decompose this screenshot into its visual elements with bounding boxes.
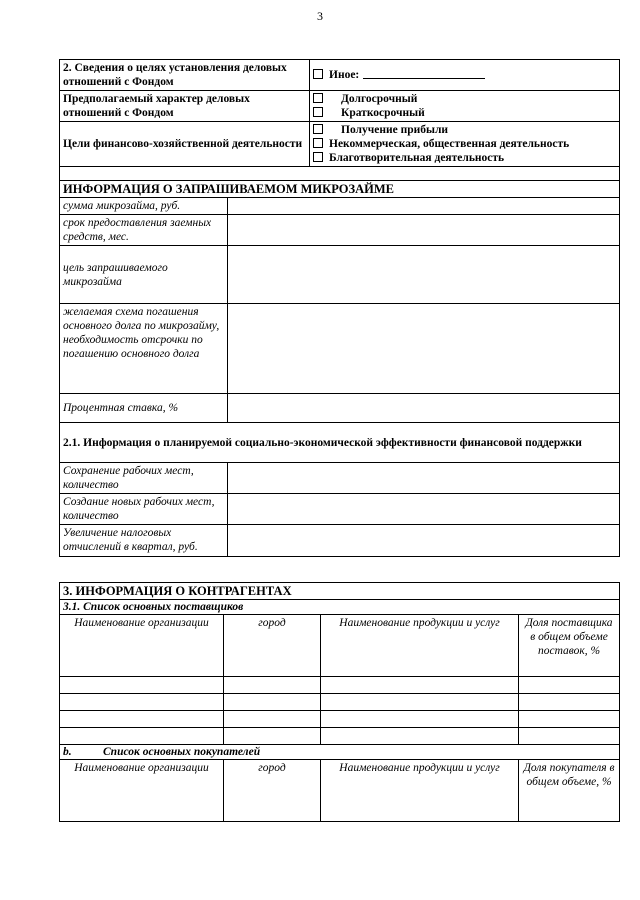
loan-amount-input[interactable]: [228, 198, 620, 215]
suppliers-col-products: Наименование продукции и услуг: [321, 615, 519, 677]
supplier-row: [60, 711, 620, 728]
efficiency-field-row: [60, 463, 620, 494]
jobs-kept-label: Сохранение рабочих мест, количество: [60, 463, 228, 494]
short-term-checkbox[interactable]: [313, 107, 323, 117]
business-purpose-options: [310, 60, 620, 91]
profit-label: Получение прибыли: [341, 124, 449, 136]
buyers-col-city: город: [224, 760, 321, 822]
application-table: [59, 59, 620, 557]
buyers-col-products: Наименование продукции и услуг: [321, 760, 519, 822]
counterparties-heading-row: [60, 583, 620, 600]
repayment-scheme-input[interactable]: [228, 304, 620, 394]
supplier-cell[interactable]: [224, 728, 321, 745]
other-input-line[interactable]: [363, 68, 485, 79]
supplier-cell[interactable]: [224, 694, 321, 711]
business-purpose-label: 2. Сведения о целях установления деловых отношений с Фондом: [60, 60, 310, 91]
jobs-kept-input[interactable]: [228, 463, 620, 494]
buyers-col-share: Доля покупателя в общем объеме, %: [519, 760, 620, 822]
charity-checkbox[interactable]: [313, 152, 323, 162]
activity-goals-label: Цели финансово-хозяйственной деятельности: [60, 122, 310, 167]
repayment-scheme-label: желаемая схема погашения основного долга по микрозайму, необходимость отсрочки по погашению основного долга: [60, 304, 228, 394]
supplier-cell[interactable]: [519, 728, 620, 745]
efficiency-field-row: [60, 525, 620, 557]
efficiency-field-row: [60, 494, 620, 525]
supplier-cell[interactable]: [321, 728, 519, 745]
supplier-cell[interactable]: [224, 711, 321, 728]
loan-purpose-input[interactable]: [228, 246, 620, 304]
activity-goals-row: [60, 122, 620, 167]
page-number: 3: [317, 9, 323, 23]
loan-field-row: [60, 198, 620, 215]
activity-goals-options: [310, 122, 620, 167]
other-checkbox[interactable]: [313, 69, 323, 79]
buyers-title-cell: [60, 745, 620, 760]
buyers-marker: b.: [63, 746, 72, 758]
loan-field-row: [60, 394, 620, 423]
supplier-cell[interactable]: [519, 711, 620, 728]
long-term-checkbox[interactable]: [313, 93, 323, 103]
nonprofit-checkbox[interactable]: [313, 138, 323, 148]
supplier-cell[interactable]: [60, 728, 224, 745]
loan-amount-label: сумма микрозайма, руб.: [60, 198, 228, 215]
loan-term-input[interactable]: [228, 215, 620, 246]
loan-purpose-label: цель запрашиваемого микрозайма: [60, 246, 228, 304]
supplier-cell[interactable]: [60, 677, 224, 694]
other-option-label: Иное:: [329, 69, 360, 81]
loan-field-row: [60, 246, 620, 304]
counterparties-table: [59, 582, 620, 822]
loan-field-row: [60, 304, 620, 394]
supplier-row: [60, 677, 620, 694]
loan-heading: ИНФОРМАЦИЯ О ЗАПРАШИВАЕМОМ МИКРОЗАЙМЕ: [60, 181, 620, 198]
buyers-title-row: [60, 745, 620, 760]
suppliers-col-city: город: [224, 615, 321, 677]
supplier-cell[interactable]: [321, 677, 519, 694]
supplier-row: [60, 728, 620, 745]
supplier-cell[interactable]: [321, 711, 519, 728]
suppliers-col-org: Наименование организации: [60, 615, 224, 677]
interest-rate-label: Процентная ставка, %: [60, 394, 228, 423]
charity-label: Благотворительная деятельность: [329, 152, 505, 164]
supplier-cell[interactable]: [60, 694, 224, 711]
supplier-row: [60, 694, 620, 711]
efficiency-heading-row: [60, 423, 620, 463]
relationship-nature-options: [310, 91, 620, 122]
loan-field-row: [60, 215, 620, 246]
supplier-cell[interactable]: [321, 694, 519, 711]
loan-term-label: срок предоставления заемных средств, мес.: [60, 215, 228, 246]
loan-heading-row: [60, 181, 620, 198]
nonprofit-label: Некоммерческая, общественная деятельность: [329, 138, 570, 150]
tax-increase-input[interactable]: [228, 525, 620, 557]
buyers-col-org: Наименование организации: [60, 760, 224, 822]
supplier-cell[interactable]: [519, 694, 620, 711]
buyers-header-row: [60, 760, 620, 822]
profit-checkbox[interactable]: [313, 124, 323, 134]
supplier-cell[interactable]: [60, 711, 224, 728]
relationship-nature-label: Предполагаемый характер деловых отношений с Фондом: [60, 91, 310, 122]
suppliers-title: 3.1. Список основных поставщиков: [60, 600, 620, 615]
long-term-label: Долгосрочный: [341, 93, 418, 105]
counterparties-heading: 3. ИНФОРМАЦИЯ О КОНТРАГЕНТАХ: [60, 583, 620, 600]
supplier-cell[interactable]: [519, 677, 620, 694]
spacer-row: [60, 167, 620, 181]
short-term-label: Краткосрочный: [341, 107, 425, 119]
relationship-nature-row: [60, 91, 620, 122]
tax-increase-label: Увеличение налоговых отчислений в квартал, руб.: [60, 525, 228, 557]
suppliers-header-row: [60, 615, 620, 677]
efficiency-heading: 2.1. Информация о планируемой социально-экономической эффективности финансовой поддержки: [60, 423, 620, 463]
jobs-created-label: Создание новых рабочих мест, количество: [60, 494, 228, 525]
buyers-title: Список основных покупателей: [103, 746, 261, 758]
suppliers-col-share: Доля поставщика в общем объеме поставок, %: [519, 615, 620, 677]
jobs-created-input[interactable]: [228, 494, 620, 525]
interest-rate-input[interactable]: [228, 394, 620, 423]
suppliers-title-row: [60, 600, 620, 615]
supplier-cell[interactable]: [224, 677, 321, 694]
business-purpose-row: [60, 60, 620, 91]
